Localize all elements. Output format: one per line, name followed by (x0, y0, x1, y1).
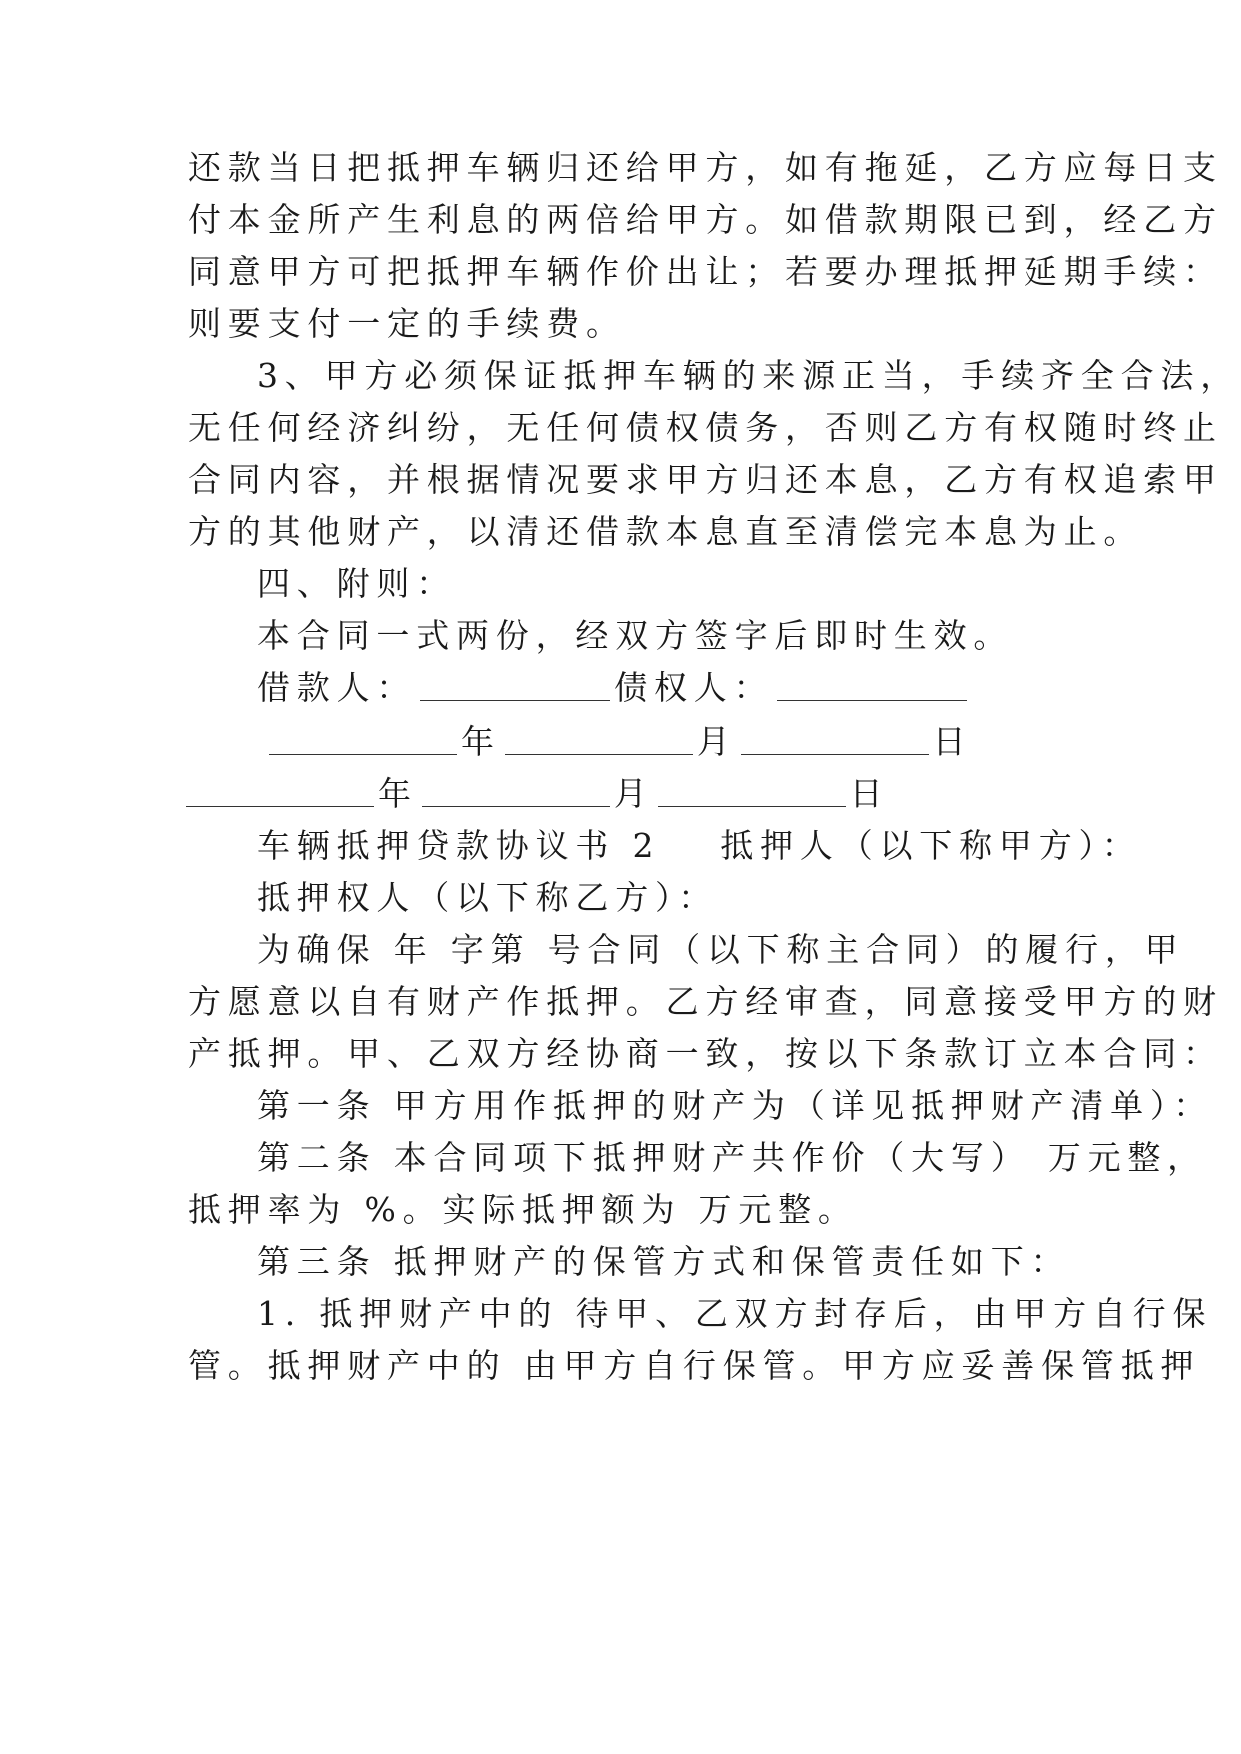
signature-line (257, 659, 1137, 717)
day-label: 日 (849, 774, 890, 813)
agreement-title: 车辆抵押贷款协议书 2 (257, 826, 661, 865)
section-heading: 四、附则： (257, 564, 456, 603)
paragraph-line: 抵押率为 %。实际抵押额为 万元整。 (188, 1190, 858, 1229)
day-blank[interactable] (741, 718, 929, 755)
year-blank[interactable] (269, 718, 457, 755)
paragraph-line: 管。抵押财产中的 由甲方自行保管。甲方应妥善保管抵押 (188, 1346, 1201, 1385)
paragraph-line: 为确保 年 字第 号合同（以下称主合同）的履行，甲 (257, 930, 1185, 969)
month-label: 月 (613, 774, 654, 813)
year-label: 年 (378, 774, 418, 813)
agreement-title-line (257, 817, 1142, 875)
year-blank[interactable] (186, 770, 374, 807)
paragraph-line: 无任何经济纠纷，无任何债权债务，否则乙方有权随时终止 (188, 408, 1223, 447)
date-line (265, 713, 1145, 771)
paragraph-line: 还款当日把抵押车辆归还给甲方，如有拖延，乙方应每日支 (188, 148, 1223, 187)
borrower-label: 借款人： (257, 668, 417, 707)
paragraph-line: 3、甲方必须保证抵押车辆的来源正当，手续齐全合法， (257, 356, 1240, 395)
paragraph-line: 方的其他财产，以清还借款本息直至清偿完本息为止。 (188, 512, 1144, 551)
paragraph-line: 1. 抵押财产中的 待甲、乙双方封存后，由甲方自行保 (257, 1294, 1213, 1333)
creditor-blank[interactable] (777, 664, 967, 701)
article-line: 第一条 甲方用作抵押的财产为（详见抵押财产清单）： (257, 1086, 1213, 1125)
creditor-label: 债权人： (614, 668, 774, 707)
paragraph-line: 付本金所产生利息的两倍给甲方。如借款期限已到，经乙方 (188, 200, 1223, 239)
mortgagor-label: 抵押人（以下称甲方）： (720, 826, 1142, 865)
article-line: 第二条 本合同项下抵押财产共作价（大写） 万元整， (257, 1138, 1207, 1177)
paragraph-line: 产抵押。甲、乙双方经协商一致，按以下条款订立本合同： (188, 1034, 1223, 1073)
day-label: 日 (932, 722, 973, 761)
day-blank[interactable] (658, 770, 846, 807)
borrower-blank[interactable] (420, 664, 610, 701)
month-blank[interactable] (422, 770, 610, 807)
year-label: 年 (461, 722, 501, 761)
paragraph-line: 同意甲方可把抵押车辆作价出让；若要办理抵押延期手续： (188, 252, 1223, 291)
date-line (186, 765, 1066, 823)
paragraph-line: 方愿意以自有财产作抵押。乙方经审查，同意接受甲方的财 (188, 982, 1223, 1021)
month-label: 月 (696, 722, 737, 761)
mortgagee-label: 抵押权人（以下称乙方）： (257, 878, 719, 917)
month-blank[interactable] (505, 718, 693, 755)
paragraph-line: 合同内容，并根据情况要求甲方归还本息，乙方有权追索甲 (188, 460, 1223, 499)
article-line: 第三条 抵押财产的保管方式和保管责任如下： (257, 1242, 1071, 1281)
paragraph-line: 则要支付一定的手续费。 (188, 304, 626, 343)
paragraph-line: 本合同一式两份，经双方签字后即时生效。 (257, 616, 1014, 655)
